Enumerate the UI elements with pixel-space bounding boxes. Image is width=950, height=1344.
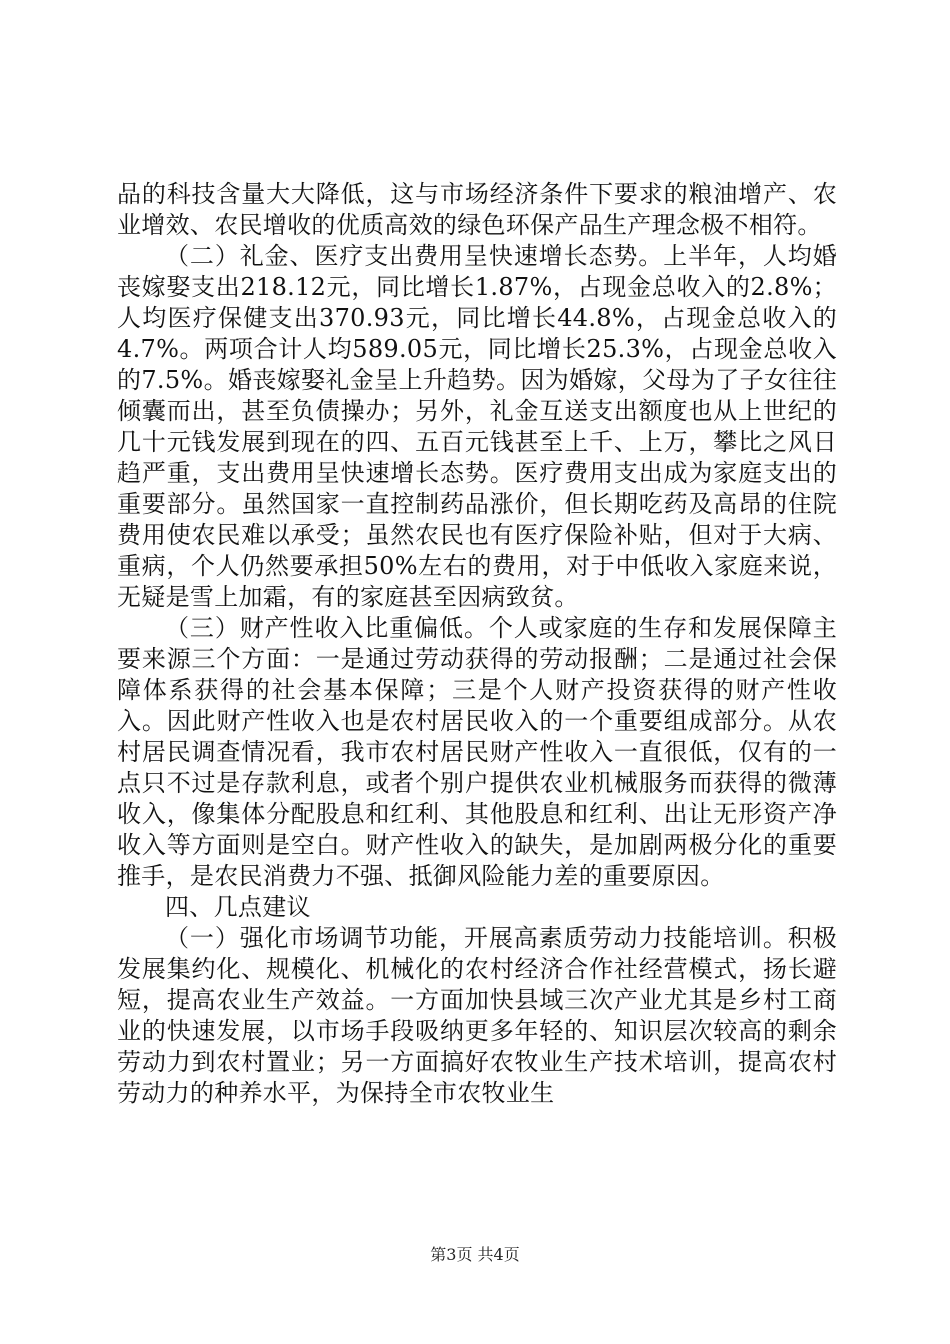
section-heading-suggestions: 四、几点建议 (165, 893, 311, 921)
paragraph-gift-medical-expenses: （二）礼金、医疗支出费用呈快速增长态势。上半年，人均婚丧嫁娶支出218.12元，同比增长1.87%，占现金总收入的2.8%；人均医疗保健支出370.93元，同比增长44.8%，占现金总收入的4.7%。两项合计人均589.05元，同比增长25.3%，占现金总收入的7.5%。婚丧嫁娶礼金呈上升趋势。因为婚嫁，父母为了子女往往倾囊而出，甚至负债操办；另外，礼金互送支出额度也从上世纪的几十元钱发展到现在的四、五百元钱甚至上千、上万，攀比之风日趋严重，支出费用呈快速增长态势。医疗费用支出成为家庭支出的重要部分。虽然国家一直控制药品涨价，但长期吃药及高昂的住院费用使农民难以承受；虽然农民也有医疗保险补贴，但对于大病、重病，个人仍然要承担50%左右的费用，对于中低收入家庭来说，无疑是雪上加霜，有的家庭甚至因病致贫。 (117, 242, 837, 611)
document-body (117, 179, 837, 1109)
page-footer: 第3页 共4页 (430, 1245, 520, 1264)
paragraph-continuation: 品的科技含量大大降低，这与市场经济条件下要求的粮油增产、农业增效、农民增收的优质高效的绿色环保产品生产理念极不相符。 (117, 180, 837, 239)
paragraph-property-income: （三）财产性收入比重偏低。个人或家庭的生存和发展保障主要来源三个方面：一是通过劳动获得的劳动报酬；二是通过社会保障体系获得的社会基本保障；三是个人财产投资获得的财产性收入。因此财产性收入也是农村居民收入的一个重要组成部分。从农村居民调查情况看，我市农村居民财产性收入一直很低，仅有的一点只不过是存款利息，或者个别户提供农业机械服务而获得的微薄收入，像集体分配股息和红利、其他股息和红利、出让无形资产净收入等方面则是空白。财产性收入的缺失，是加剧两极分化的重要推手，是农民消费力不强、抵御风险能力差的重要原因。 (117, 614, 837, 890)
paragraph-market-regulation: （一）强化市场调节功能，开展高素质劳动力技能培训。积极发展集约化、规模化、机械化的农村经济合作社经营模式，扬长避短，提高农业生产效益。一方面加快县域三次产业尤其是乡村工商业的快速发展，以市场手段吸纳更多年轻的、知识层次较高的剩余劳动力到农村置业；另一方面搞好农牧业生产技术培训，提高农村劳动力的种养水平，为保持全市农牧业生 (117, 924, 837, 1107)
